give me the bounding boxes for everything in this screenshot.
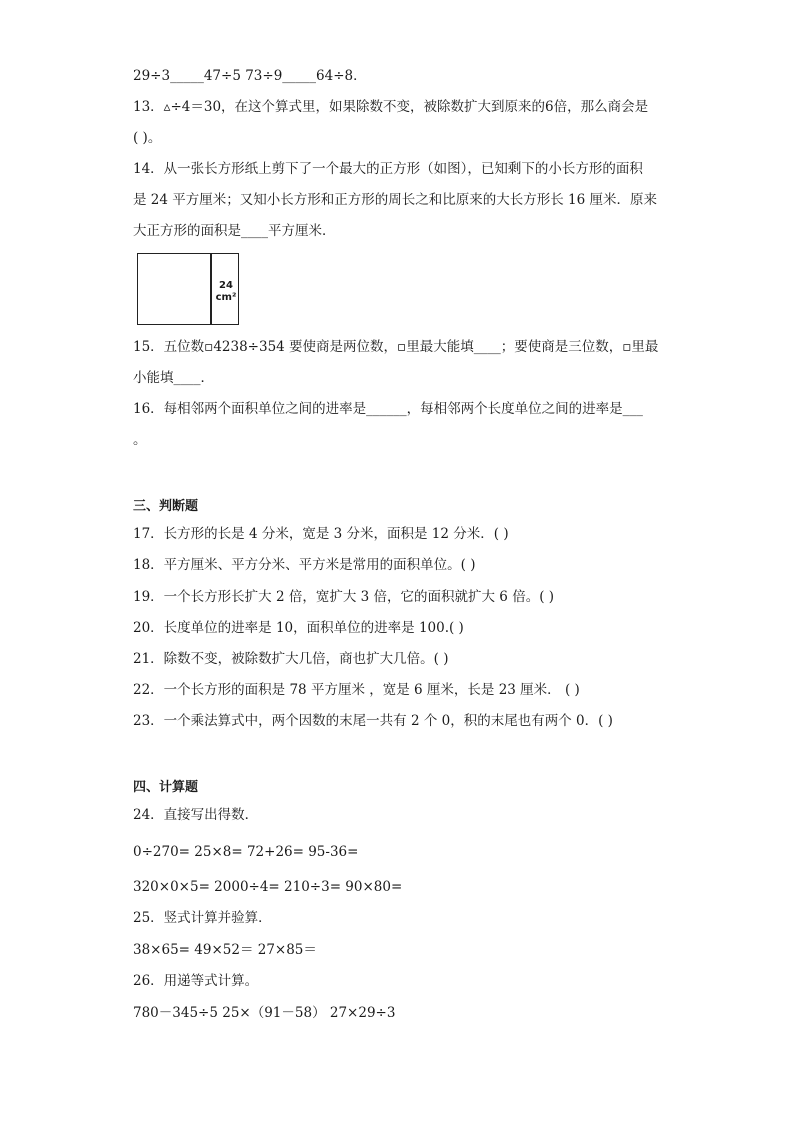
question-14-line3: 大正方形的面积是____平方厘米． bbox=[133, 223, 336, 239]
question-23: 23．一个乘法算式中，两个因数的末尾一共有 2 个 0，积的末尾也有两个 0．( ) bbox=[133, 713, 613, 729]
question-26: 26．用递等式计算。 bbox=[133, 973, 259, 989]
line-comparison: 29÷3_____47÷5 73÷9_____64÷8． bbox=[133, 68, 367, 84]
question-24: 24．直接写出得数． bbox=[133, 807, 259, 823]
question-17: 17．长方形的长是 4 分米，宽是 3 分米，面积是 12 分米．( ) bbox=[133, 526, 509, 542]
question-18: 18．平方厘米、平方分米、平方米是常用的面积单位。( ) bbox=[133, 557, 476, 573]
question-25-row: 38×65= 49×52＝ 27×85＝ bbox=[133, 942, 317, 958]
question-24-row2: 320×0×5= 2000÷4= 210÷3= 90×80= bbox=[133, 879, 403, 895]
question-14-line2: 是 24 平方厘米；又知小长方形和正方形的周长之和比原来的大长方形长 16 厘米．原来 bbox=[133, 192, 658, 208]
question-19: 19．一个长方形长扩大 2 倍，宽扩大 3 倍，它的面积就扩大 6 倍。( ) bbox=[133, 589, 555, 605]
question-22: 22．一个长方形的面积是 78 平方厘米 ，宽是 6 厘米，长是 23 厘米． ( ) bbox=[133, 682, 580, 698]
question-20: 20．长度单位的进率是 10，面积单位的进率是 100.( ) bbox=[133, 620, 464, 636]
section3-heading: 三、判断题 bbox=[133, 499, 199, 514]
question-21: 21．除数不变，被除数扩大几倍，商也扩大几倍。( ) bbox=[133, 651, 449, 667]
question-26-row: 780－345÷5 25×（91－58） 27×29÷3 bbox=[133, 1005, 396, 1021]
figure-area-label bbox=[212, 280, 240, 304]
section4-heading: 四、计算题 bbox=[133, 780, 199, 795]
question-13-blank: ( )。 bbox=[133, 130, 162, 146]
question-16-line1: 16．每相邻两个面积单位之间的进率是______，每相邻两个长度单位之间的进率是___ bbox=[133, 401, 643, 417]
figure-area-unit: cm² bbox=[215, 292, 237, 303]
question-15-line1: 15．五位数▫4238÷354 要使商是两位数，▫里最大能填____；要使商是三位数，▫里最 bbox=[133, 339, 659, 355]
question-24-row1: 0÷270= 25×8= 72+26= 95-36= bbox=[133, 844, 359, 860]
rectangle-figure bbox=[137, 253, 239, 325]
question-14-line1: 14．从一张长方形纸上剪下了一个最大的正方形（如图），已知剩下的小长方形的面积 bbox=[133, 161, 643, 177]
question-15-line2: 小能填____． bbox=[133, 370, 214, 386]
question-16-line2: 。 bbox=[133, 432, 147, 448]
question-13: 13．▵÷4＝30，在这个算式里，如果除数不变，被除数扩大到原来的6倍，那么商会是 bbox=[133, 99, 649, 115]
figure-area-value: 24 bbox=[219, 280, 233, 291]
question-25: 25．竖式计算并验算． bbox=[133, 910, 272, 926]
